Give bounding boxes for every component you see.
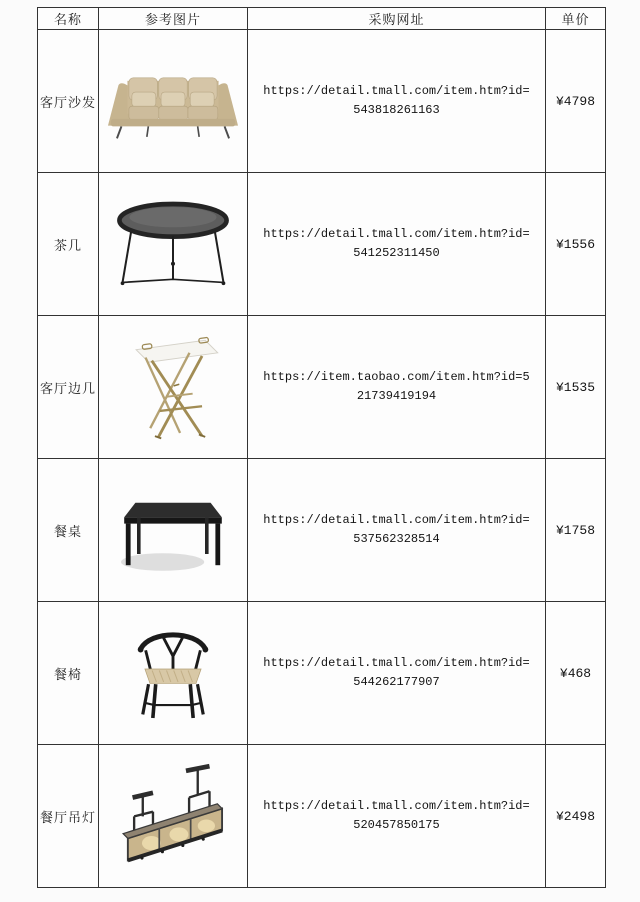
purchase-url [248,745,546,888]
unit-price: ¥4798 [546,30,606,173]
unit-price: ¥1758 [546,459,606,602]
url-line-2: 21739419194 [356,389,437,403]
unit-price: ¥468 [546,602,606,745]
header-name: 名称 [38,8,99,30]
table-row [38,602,606,745]
url-line-2: 544262177907 [353,675,440,689]
furniture-procurement-table [37,7,606,888]
image-cell [99,602,248,745]
url-line-1: https://item.taobao.com/item.htm?id=5 [263,370,530,385]
item-name: 茶几 [38,173,99,316]
table-row [38,745,606,888]
item-name: 餐椅 [38,602,99,745]
url-line-1: https://detail.tmall.com/item.htm?id= [263,513,530,528]
pendant-light-image [104,763,242,869]
image-cell [99,173,248,316]
image-cell [99,459,248,602]
unit-price: ¥2498 [546,745,606,888]
header-purchase-url: 采购网址 [248,8,546,30]
image-cell [99,316,248,459]
url-line-1: https://detail.tmall.com/item.htm?id= [263,656,530,671]
purchase-url [248,316,546,459]
url-line-1: https://detail.tmall.com/item.htm?id= [263,227,530,242]
sofa-image [102,51,244,151]
item-name: 客厅边几 [38,316,99,459]
item-name: 餐厅吊灯 [38,745,99,888]
url-line-1: https://detail.tmall.com/item.htm?id= [263,84,530,99]
header-unit-price: 单价 [546,8,606,30]
url-line-1: https://detail.tmall.com/item.htm?id= [263,799,530,814]
side-table-image [114,334,232,440]
image-cell [99,745,248,888]
coffee-table-image [107,193,239,295]
purchase-url [248,173,546,316]
purchase-url [248,459,546,602]
purchase-url [248,602,546,745]
procurement-table-sheet [37,7,606,888]
header-reference-image: 参考图片 [99,8,248,30]
table-row [38,459,606,602]
wishbone-chair-image [119,621,227,725]
url-line-2: 543818261163 [353,103,440,117]
image-cell [99,30,248,173]
table-row [38,316,606,459]
dining-table-image [105,481,241,579]
unit-price: ¥1535 [546,316,606,459]
purchase-url [248,30,546,173]
url-line-2: 541252311450 [353,246,440,260]
header-row [38,8,606,30]
url-line-2: 520457850175 [353,818,440,832]
table-row [38,30,606,173]
item-name: 餐桌 [38,459,99,602]
item-name: 客厅沙发 [38,30,99,173]
url-line-2: 537562328514 [353,532,440,546]
unit-price: ¥1556 [546,173,606,316]
table-row [38,173,606,316]
